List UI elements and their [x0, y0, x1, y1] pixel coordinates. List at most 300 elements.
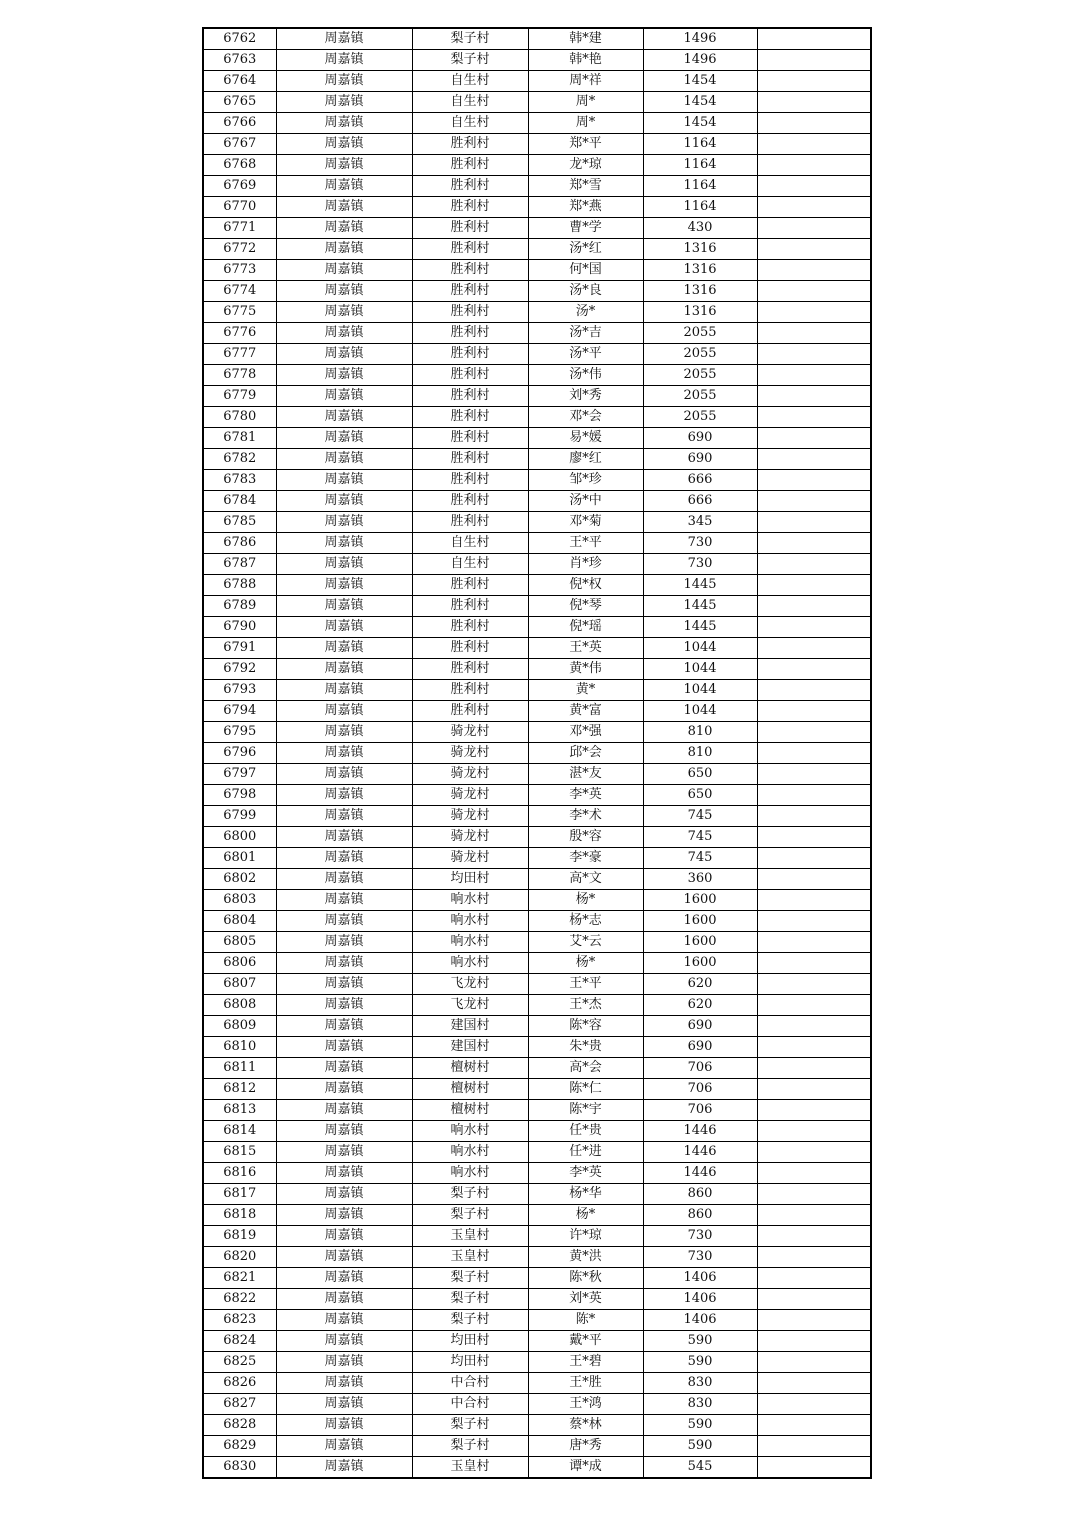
amount-cell: 1164 [643, 176, 757, 197]
index-cell: 6766 [203, 113, 276, 134]
amount-cell: 590 [643, 1331, 757, 1352]
name-cell: 杨*志 [528, 911, 643, 932]
amount-cell: 620 [643, 974, 757, 995]
name-cell: 艾*云 [528, 932, 643, 953]
village-cell: 建国村 [412, 1037, 528, 1058]
table-row [203, 28, 871, 50]
remark-cell [757, 953, 871, 974]
name-cell: 李*术 [528, 806, 643, 827]
village-cell: 建国村 [412, 1016, 528, 1037]
town-cell: 周嘉镇 [276, 1394, 412, 1415]
index-cell: 6809 [203, 1016, 276, 1037]
name-cell: 郑*平 [528, 134, 643, 155]
remark-cell [757, 197, 871, 218]
amount-cell: 430 [643, 218, 757, 239]
table-row [203, 638, 871, 659]
remark-cell [757, 596, 871, 617]
table-row [203, 1205, 871, 1226]
amount-cell: 620 [643, 995, 757, 1016]
amount-cell: 706 [643, 1058, 757, 1079]
index-cell: 6818 [203, 1205, 276, 1226]
village-cell: 骑龙村 [412, 743, 528, 764]
table-row [203, 1436, 871, 1457]
name-cell: 陈*宇 [528, 1100, 643, 1121]
table-row [203, 113, 871, 134]
village-cell: 胜利村 [412, 365, 528, 386]
table-row [203, 281, 871, 302]
table-row [203, 1289, 871, 1310]
village-cell: 梨子村 [412, 50, 528, 71]
town-cell: 周嘉镇 [276, 869, 412, 890]
town-cell: 周嘉镇 [276, 428, 412, 449]
town-cell: 周嘉镇 [276, 953, 412, 974]
table-row [203, 554, 871, 575]
index-cell: 6796 [203, 743, 276, 764]
table-row [203, 134, 871, 155]
amount-cell: 590 [643, 1415, 757, 1436]
village-cell: 均田村 [412, 869, 528, 890]
amount-cell: 666 [643, 491, 757, 512]
town-cell: 周嘉镇 [276, 386, 412, 407]
village-cell: 胜利村 [412, 575, 528, 596]
table-row [203, 449, 871, 470]
village-cell: 自生村 [412, 71, 528, 92]
amount-cell: 2055 [643, 344, 757, 365]
name-cell: 汤*良 [528, 281, 643, 302]
amount-cell: 2055 [643, 365, 757, 386]
village-cell: 响水村 [412, 932, 528, 953]
town-cell: 周嘉镇 [276, 197, 412, 218]
village-cell: 飞龙村 [412, 974, 528, 995]
index-cell: 6813 [203, 1100, 276, 1121]
index-cell: 6815 [203, 1142, 276, 1163]
name-cell: 韩*建 [528, 28, 643, 50]
index-cell: 6806 [203, 953, 276, 974]
table-row [203, 848, 871, 869]
table-row [203, 323, 871, 344]
village-cell: 胜利村 [412, 680, 528, 701]
index-cell: 6825 [203, 1352, 276, 1373]
town-cell: 周嘉镇 [276, 491, 412, 512]
amount-cell: 1044 [643, 680, 757, 701]
amount-cell: 2055 [643, 386, 757, 407]
town-cell: 周嘉镇 [276, 1331, 412, 1352]
remark-cell [757, 239, 871, 260]
name-cell: 任*贵 [528, 1121, 643, 1142]
remark-cell [757, 323, 871, 344]
index-cell: 6776 [203, 323, 276, 344]
name-cell: 王*英 [528, 638, 643, 659]
name-cell: 韩*艳 [528, 50, 643, 71]
table-row [203, 764, 871, 785]
remark-cell [757, 1352, 871, 1373]
amount-cell: 1600 [643, 911, 757, 932]
village-cell: 胜利村 [412, 470, 528, 491]
name-cell: 易*媛 [528, 428, 643, 449]
town-cell: 周嘉镇 [276, 71, 412, 92]
index-cell: 6827 [203, 1394, 276, 1415]
index-cell: 6778 [203, 365, 276, 386]
amount-cell: 745 [643, 848, 757, 869]
amount-cell: 590 [643, 1436, 757, 1457]
amount-cell: 1454 [643, 113, 757, 134]
remark-cell [757, 575, 871, 596]
name-cell: 周* [528, 113, 643, 134]
town-cell: 周嘉镇 [276, 764, 412, 785]
index-cell: 6764 [203, 71, 276, 92]
name-cell: 陈*容 [528, 1016, 643, 1037]
amount-cell: 2055 [643, 407, 757, 428]
table-row [203, 1184, 871, 1205]
index-cell: 6771 [203, 218, 276, 239]
table-row [203, 1373, 871, 1394]
name-cell: 肖*珍 [528, 554, 643, 575]
remark-cell [757, 1394, 871, 1415]
remark-cell [757, 1457, 871, 1479]
index-cell: 6801 [203, 848, 276, 869]
index-cell: 6767 [203, 134, 276, 155]
town-cell: 周嘉镇 [276, 176, 412, 197]
table-row [203, 1247, 871, 1268]
remark-cell [757, 344, 871, 365]
table-row [203, 659, 871, 680]
village-cell: 胜利村 [412, 386, 528, 407]
name-cell: 倪*琴 [528, 596, 643, 617]
remark-cell [757, 722, 871, 743]
name-cell: 郑*燕 [528, 197, 643, 218]
name-cell: 蔡*林 [528, 1415, 643, 1436]
village-cell: 胜利村 [412, 176, 528, 197]
remark-cell [757, 1016, 871, 1037]
name-cell: 朱*贵 [528, 1037, 643, 1058]
index-cell: 6828 [203, 1415, 276, 1436]
town-cell: 周嘉镇 [276, 659, 412, 680]
index-cell: 6762 [203, 28, 276, 50]
index-cell: 6772 [203, 239, 276, 260]
amount-cell: 1600 [643, 953, 757, 974]
remark-cell [757, 1205, 871, 1226]
table-row [203, 1016, 871, 1037]
table-row [203, 92, 871, 113]
village-cell: 骑龙村 [412, 785, 528, 806]
remark-cell [757, 449, 871, 470]
index-cell: 6789 [203, 596, 276, 617]
table-row [203, 596, 871, 617]
index-cell: 6786 [203, 533, 276, 554]
index-cell: 6794 [203, 701, 276, 722]
town-cell: 周嘉镇 [276, 1436, 412, 1457]
name-cell: 唐*秀 [528, 1436, 643, 1457]
town-cell: 周嘉镇 [276, 1310, 412, 1331]
index-cell: 6816 [203, 1163, 276, 1184]
name-cell: 汤* [528, 302, 643, 323]
index-cell: 6782 [203, 449, 276, 470]
name-cell: 汤*中 [528, 491, 643, 512]
name-cell: 高*会 [528, 1058, 643, 1079]
table-row [203, 533, 871, 554]
name-cell: 陈*秋 [528, 1268, 643, 1289]
village-cell: 胜利村 [412, 407, 528, 428]
amount-cell: 1164 [643, 134, 757, 155]
name-cell: 王*碧 [528, 1352, 643, 1373]
index-cell: 6769 [203, 176, 276, 197]
remark-cell [757, 995, 871, 1016]
remark-cell [757, 1100, 871, 1121]
village-cell: 骑龙村 [412, 848, 528, 869]
remark-cell [757, 365, 871, 386]
village-cell: 胜利村 [412, 701, 528, 722]
index-cell: 6774 [203, 281, 276, 302]
town-cell: 周嘉镇 [276, 638, 412, 659]
index-cell: 6812 [203, 1079, 276, 1100]
amount-cell: 1454 [643, 71, 757, 92]
amount-cell: 1445 [643, 617, 757, 638]
village-cell: 檀树村 [412, 1058, 528, 1079]
name-cell: 汤*吉 [528, 323, 643, 344]
data-table [202, 27, 872, 1479]
table-row [203, 50, 871, 71]
village-cell: 响水村 [412, 1142, 528, 1163]
table-row [203, 1226, 871, 1247]
table-row [203, 1037, 871, 1058]
remark-cell [757, 1121, 871, 1142]
table-row [203, 827, 871, 848]
remark-cell [757, 1331, 871, 1352]
table-row [203, 743, 871, 764]
index-cell: 6788 [203, 575, 276, 596]
remark-cell [757, 1037, 871, 1058]
village-cell: 自生村 [412, 533, 528, 554]
name-cell: 杨* [528, 1205, 643, 1226]
village-cell: 骑龙村 [412, 827, 528, 848]
index-cell: 6798 [203, 785, 276, 806]
village-cell: 骑龙村 [412, 764, 528, 785]
village-cell: 胜利村 [412, 260, 528, 281]
village-cell: 玉皇村 [412, 1457, 528, 1479]
index-cell: 6784 [203, 491, 276, 512]
remark-cell [757, 1415, 871, 1436]
remark-cell [757, 1079, 871, 1100]
name-cell: 殷*容 [528, 827, 643, 848]
index-cell: 6793 [203, 680, 276, 701]
village-cell: 胜利村 [412, 596, 528, 617]
village-cell: 梨子村 [412, 1415, 528, 1436]
name-cell: 陈* [528, 1310, 643, 1331]
village-cell: 胜利村 [412, 659, 528, 680]
village-cell: 飞龙村 [412, 995, 528, 1016]
remark-cell [757, 512, 871, 533]
amount-cell: 545 [643, 1457, 757, 1479]
table-row [203, 1163, 871, 1184]
remark-cell [757, 1142, 871, 1163]
town-cell: 周嘉镇 [276, 50, 412, 71]
amount-cell: 690 [643, 1016, 757, 1037]
index-cell: 6822 [203, 1289, 276, 1310]
town-cell: 周嘉镇 [276, 365, 412, 386]
amount-cell: 1316 [643, 302, 757, 323]
name-cell: 谭*成 [528, 1457, 643, 1479]
amount-cell: 830 [643, 1373, 757, 1394]
town-cell: 周嘉镇 [276, 995, 412, 1016]
town-cell: 周嘉镇 [276, 1352, 412, 1373]
index-cell: 6770 [203, 197, 276, 218]
index-cell: 6795 [203, 722, 276, 743]
town-cell: 周嘉镇 [276, 113, 412, 134]
remark-cell [757, 701, 871, 722]
index-cell: 6797 [203, 764, 276, 785]
remark-cell [757, 470, 871, 491]
town-cell: 周嘉镇 [276, 911, 412, 932]
table-row [203, 722, 871, 743]
remark-cell [757, 554, 871, 575]
table-row [203, 806, 871, 827]
amount-cell: 1044 [643, 659, 757, 680]
town-cell: 周嘉镇 [276, 680, 412, 701]
village-cell: 玉皇村 [412, 1226, 528, 1247]
town-cell: 周嘉镇 [276, 512, 412, 533]
table-row [203, 1142, 871, 1163]
village-cell: 胜利村 [412, 302, 528, 323]
name-cell: 王*平 [528, 974, 643, 995]
name-cell: 曹*学 [528, 218, 643, 239]
remark-cell [757, 1058, 871, 1079]
amount-cell: 745 [643, 827, 757, 848]
town-cell: 周嘉镇 [276, 785, 412, 806]
index-cell: 6800 [203, 827, 276, 848]
table-row [203, 995, 871, 1016]
name-cell: 王*杰 [528, 995, 643, 1016]
remark-cell [757, 743, 871, 764]
name-cell: 邹*珍 [528, 470, 643, 491]
name-cell: 王*鸿 [528, 1394, 643, 1415]
remark-cell [757, 890, 871, 911]
name-cell: 周*祥 [528, 71, 643, 92]
village-cell: 梨子村 [412, 1268, 528, 1289]
remark-cell [757, 260, 871, 281]
town-cell: 周嘉镇 [276, 260, 412, 281]
table-row [203, 869, 871, 890]
name-cell: 廖*红 [528, 449, 643, 470]
town-cell: 周嘉镇 [276, 1268, 412, 1289]
amount-cell: 1164 [643, 197, 757, 218]
amount-cell: 706 [643, 1100, 757, 1121]
index-cell: 6823 [203, 1310, 276, 1331]
town-cell: 周嘉镇 [276, 302, 412, 323]
village-cell: 梨子村 [412, 28, 528, 50]
index-cell: 6817 [203, 1184, 276, 1205]
village-cell: 骑龙村 [412, 806, 528, 827]
town-cell: 周嘉镇 [276, 1184, 412, 1205]
table-row [203, 176, 871, 197]
town-cell: 周嘉镇 [276, 1247, 412, 1268]
remark-cell [757, 92, 871, 113]
village-cell: 梨子村 [412, 1310, 528, 1331]
village-cell: 胜利村 [412, 617, 528, 638]
amount-cell: 1445 [643, 575, 757, 596]
name-cell: 何*国 [528, 260, 643, 281]
town-cell: 周嘉镇 [276, 470, 412, 491]
index-cell: 6763 [203, 50, 276, 71]
table-row [203, 617, 871, 638]
remark-cell [757, 113, 871, 134]
town-cell: 周嘉镇 [276, 617, 412, 638]
remark-cell [757, 1373, 871, 1394]
name-cell: 湛*友 [528, 764, 643, 785]
name-cell: 倪*瑶 [528, 617, 643, 638]
amount-cell: 1496 [643, 28, 757, 50]
table-row [203, 1268, 871, 1289]
index-cell: 6792 [203, 659, 276, 680]
remark-cell [757, 911, 871, 932]
index-cell: 6783 [203, 470, 276, 491]
town-cell: 周嘉镇 [276, 344, 412, 365]
village-cell: 响水村 [412, 911, 528, 932]
town-cell: 周嘉镇 [276, 1079, 412, 1100]
town-cell: 周嘉镇 [276, 323, 412, 344]
remark-cell [757, 28, 871, 50]
town-cell: 周嘉镇 [276, 28, 412, 50]
table-row [203, 932, 871, 953]
amount-cell: 730 [643, 533, 757, 554]
index-cell: 6808 [203, 995, 276, 1016]
index-cell: 6785 [203, 512, 276, 533]
remark-cell [757, 176, 871, 197]
table-row [203, 365, 871, 386]
table-row [203, 386, 871, 407]
town-cell: 周嘉镇 [276, 533, 412, 554]
amount-cell: 345 [643, 512, 757, 533]
village-cell: 胜利村 [412, 218, 528, 239]
town-cell: 周嘉镇 [276, 239, 412, 260]
remark-cell [757, 680, 871, 701]
village-cell: 胜利村 [412, 239, 528, 260]
index-cell: 6811 [203, 1058, 276, 1079]
remark-cell [757, 869, 871, 890]
table-row [203, 1394, 871, 1415]
name-cell: 杨* [528, 890, 643, 911]
town-cell: 周嘉镇 [276, 701, 412, 722]
index-cell: 6804 [203, 911, 276, 932]
name-cell: 汤*红 [528, 239, 643, 260]
remark-cell [757, 785, 871, 806]
town-cell: 周嘉镇 [276, 281, 412, 302]
index-cell: 6790 [203, 617, 276, 638]
town-cell: 周嘉镇 [276, 1100, 412, 1121]
town-cell: 周嘉镇 [276, 974, 412, 995]
village-cell: 胜利村 [412, 491, 528, 512]
amount-cell: 1454 [643, 92, 757, 113]
village-cell: 梨子村 [412, 1289, 528, 1310]
table-row [203, 1100, 871, 1121]
index-cell: 6781 [203, 428, 276, 449]
remark-cell [757, 428, 871, 449]
village-cell: 梨子村 [412, 1205, 528, 1226]
table-row [203, 911, 871, 932]
village-cell: 骑龙村 [412, 722, 528, 743]
amount-cell: 590 [643, 1352, 757, 1373]
amount-cell: 1446 [643, 1142, 757, 1163]
name-cell: 王*胜 [528, 1373, 643, 1394]
amount-cell: 1406 [643, 1310, 757, 1331]
amount-cell: 1044 [643, 638, 757, 659]
table-row [203, 302, 871, 323]
index-cell: 6829 [203, 1436, 276, 1457]
remark-cell [757, 764, 871, 785]
village-cell: 自生村 [412, 92, 528, 113]
amount-cell: 1600 [643, 932, 757, 953]
town-cell: 周嘉镇 [276, 1205, 412, 1226]
remark-cell [757, 71, 871, 92]
